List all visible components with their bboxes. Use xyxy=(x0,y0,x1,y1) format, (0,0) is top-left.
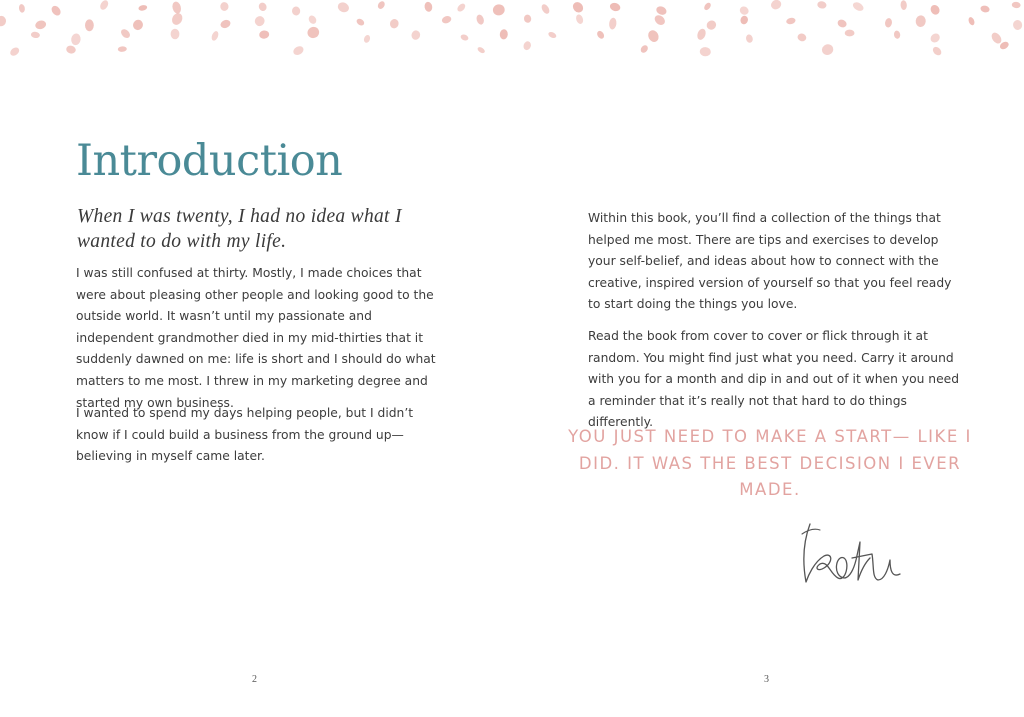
lead-sentence: When I was twenty, I had no idea what I wanted to do with my life. xyxy=(77,206,402,252)
page-number: 2 xyxy=(252,674,257,685)
page-title: Introduction xyxy=(76,136,343,186)
body-paragraph: Within this book, you’ll find a collection of the things that helped me most. There are tips and exercises to develop your self-belief, and ideas about how to connect with the creative, inspired version of yourself so that you feel ready to start doing the things you love. xyxy=(588,211,952,312)
body-paragraph: Read the book from cover to cover or flick through it at random. You might find just what you need. Carry it around with you for a month and dip in and out of it when you need a reminder that it’s really not that hard to do things differently. xyxy=(588,329,960,430)
handwritten-signature xyxy=(794,518,910,592)
pull-quote: YOU JUST NEED TO MAKE A START— LIKE I DID. IT WAS THE BEST DECISION I EVER MADE. xyxy=(568,427,972,499)
body-paragraph: I was still confused at thirty. Mostly, I made choices that were about pleasing other people and looking good to the outside world. It wasn’t until my passionate and independent grandmother died in my mid-thirties that it suddenly dawned on me: life is short and I should do what matters to me most. I threw in my marketing degree and started my own business. xyxy=(76,266,436,410)
page-number: 3 xyxy=(764,674,769,685)
body-paragraph: I wanted to spend my days helping people, but I didn’t know if I could build a business from the ground up—believing in myself came later. xyxy=(76,406,414,464)
right-page xyxy=(512,0,1024,717)
